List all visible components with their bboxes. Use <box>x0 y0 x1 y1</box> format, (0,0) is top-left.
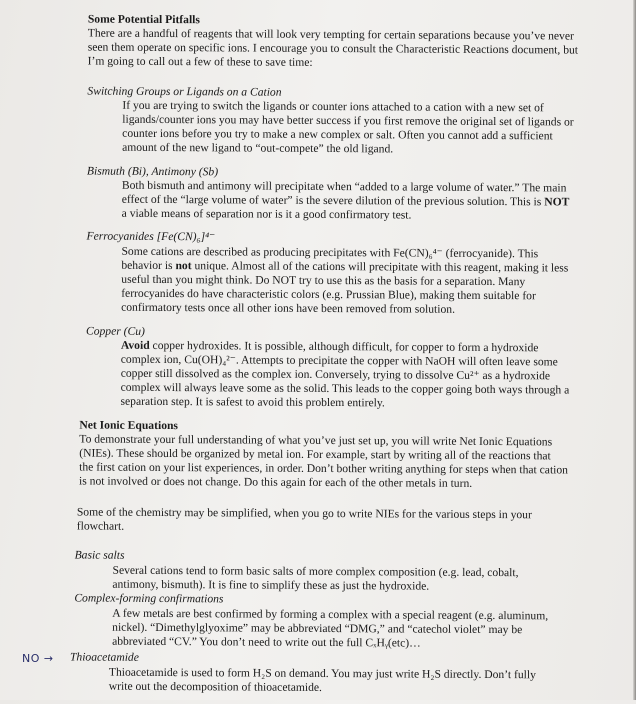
intro-line-2: seen them operate on specific ions. I encourage you to consult the Characteristic Reactions document, but <box>87 40 579 57</box>
switching-line-1: If you are trying to switch the ligands or counter ions attached to a cation with a new set of <box>122 98 544 115</box>
bismuth-line-1: Both bismuth and antimony will precipitate when “added to a large volume of water.” The main <box>121 178 567 195</box>
copper-line-5: separation step. It is safest to avoid this problem entirely. <box>120 394 385 410</box>
copper-line-1: Avoid copper hydroxides. It is possible, although difficult, for copper to form a hydroxide <box>120 338 539 355</box>
complex-line-3: abbreviated “CV.” You don’t need to write out the full CₓHᵧ(etc)… <box>112 634 421 650</box>
thio-line-2: write out the decomposition of thioacetamide. <box>108 679 322 694</box>
intro-line-3: I’m going to call out a few of these to save time: <box>87 54 313 69</box>
thio-line-1: Thioacetamide is used to form H₂S on demand. You may just write H₂S directly. Don’t fully <box>108 665 536 682</box>
simplify-line-2: flowchart. <box>76 519 125 533</box>
basic-line-2: antimony, bismuth). It is fine to simplify these as just the hydroxide. <box>112 577 430 593</box>
ferro-line-5: confirmatory tests once all other ions have been removed from solution. <box>121 300 456 316</box>
subheading-complex-forming: Complex-forming confirmations <box>74 591 224 606</box>
simplify-line-1: Some of the chemistry may be simplified, when you go to write NIEs for the various steps in your <box>76 505 532 522</box>
complex-line-1: A few metals are best confirmed by forming a complex with a special reagent (e.g. aluminum, <box>112 606 549 623</box>
ferro-line-2: behavior is not unique. Almost all of the cations will precipitate with this reagent, making it less <box>121 258 569 275</box>
handwritten-no-arrow-annotation: NO → <box>22 652 54 665</box>
switching-line-2: ligands/counter ions you may have better success if you first remove the original set of ligands or <box>122 112 574 129</box>
complex-line-2: nickel). “Dimethylglyoxime” may be abbreviated “DMG,” and “catechol violet” may be <box>112 620 523 637</box>
switching-line-4: amount of the new ligand to “out-compete” the old ligand. <box>122 140 394 156</box>
nie-line-4: is not involved or does not change. Do this again for each of the other metals in turn. <box>79 474 473 490</box>
section-heading-nie: Net Ionic Equations <box>79 418 179 433</box>
ferro-line-3: useful than you might think. Do NOT try to use this as the basis for a separation. Many <box>121 272 526 289</box>
copper-line-3: copper still dissolved as the complex ion. Conversely, trying to dissolve Cu²⁺ as a hydroxide <box>120 366 551 383</box>
switching-line-3: counter ions before you try to make a new complex or salt. Often you cannot add a sufficient <box>122 126 553 143</box>
nie-line-3: the first cation on your list experiences, in order. Don’t bother writing anything for steps when that cation <box>79 460 569 477</box>
bismuth-not-emphasis: NOT <box>544 195 570 209</box>
basic-line-1: Several cations tend to form basic salts of more complex composition (e.g. lead, cobalt, <box>112 563 519 580</box>
copper-line-4: complex will always leave some as the solid. This leads to the copper going both ways through a <box>120 380 570 397</box>
subheading-basic-salts: Basic salts <box>74 548 125 562</box>
ferro-line-1: Some cations are described as producing precipitates with Fe(CN)₆⁴⁻ (ferrocyanide). This <box>121 244 539 261</box>
nie-line-1: To demonstrate your full understanding of what you’ve just set up, you will write Net Ionic Equations <box>79 432 553 449</box>
subheading-bismuth: Bismuth (Bi), Antimony (Sb) <box>86 164 219 179</box>
subheading-thioacetamide: Thioacetamide <box>69 650 139 664</box>
ferro-line-4: ferrocyanides do have characteristic colors (e.g. Prussian Blue), making them suitable for <box>121 286 536 303</box>
section-heading-pitfalls: Some Potential Pitfalls <box>87 12 200 27</box>
intro-line-1: There are a handful of reagents that will look very tempting for certain separations because you’ve never <box>87 26 574 43</box>
subheading-copper: Copper (Cu) <box>85 324 145 338</box>
copper-line-2: complex ion, Cu(OH)₄²⁻. Attempts to precipitate the copper with NaOH will often leave some <box>120 352 558 369</box>
subheading-switching: Switching Groups or Ligands on a Cation <box>87 84 282 99</box>
bismuth-line-2: effect of the “large volume of water” is the severe dilution of the previous solution. This is NOT <box>121 192 570 209</box>
ferro-not-emphasis: not <box>175 259 192 273</box>
copper-avoid-emphasis: Avoid <box>120 338 150 352</box>
subheading-ferrocyanides: Ferrocyanides [Fe(CN)₆]⁴⁻ <box>86 229 216 244</box>
bismuth-line-3: a viable means of separation nor is it a good confirmatory test. <box>121 206 412 222</box>
nie-line-2: (NIEs). These should be organized by metal ion. For example, start by writing all of the reactions that <box>79 446 551 463</box>
